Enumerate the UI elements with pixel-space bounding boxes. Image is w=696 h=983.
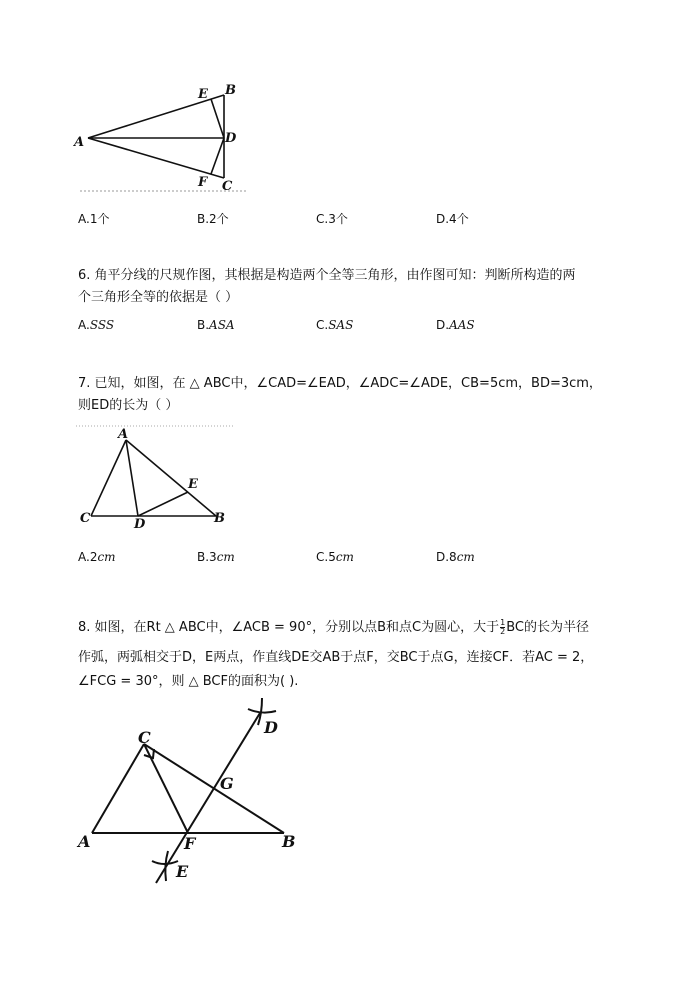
label-B: B bbox=[282, 832, 296, 851]
q6-option-c[interactable]: C.SAS bbox=[316, 318, 354, 332]
q6-option-a[interactable]: A.SSS bbox=[78, 318, 115, 332]
q8-text-line2: 作弧，两弧相交于D，E两点，作直线DE交AB于点F，交BC于点G，连接CF．若AC = 2， bbox=[78, 650, 594, 665]
label-C: C bbox=[222, 179, 233, 194]
q8-text-line3: ∠FCG = 30°，则 △ BCF的面积为( ). bbox=[78, 674, 299, 689]
q5-option-d[interactable]: D.4个 bbox=[436, 212, 469, 226]
label-B: B bbox=[225, 83, 236, 98]
q7-text-line2: 则ED的长为（ ） bbox=[78, 398, 179, 413]
label-C: C bbox=[138, 728, 151, 747]
q6-option-d[interactable]: D.AAS bbox=[436, 318, 475, 332]
q6-option-b[interactable]: B.ASA bbox=[197, 318, 235, 332]
label-D: D bbox=[134, 517, 146, 532]
figure-q5 bbox=[70, 78, 250, 198]
figure-q7 bbox=[74, 422, 244, 534]
label-E: E bbox=[198, 87, 208, 102]
label-E: E bbox=[188, 477, 198, 492]
label-D: D bbox=[264, 718, 278, 737]
figure-q8 bbox=[72, 695, 312, 895]
q7-text-line1: 7. 已知，如图，在 △ ABC中，∠CAD=∠EAD，∠ADC=∠ADE，CB=5cm，BD=3cm， bbox=[78, 376, 602, 391]
q5-option-b[interactable]: B.2个 bbox=[197, 212, 229, 226]
label-E: E bbox=[176, 862, 189, 881]
q7-option-b[interactable]: B.3cm bbox=[197, 550, 235, 564]
label-A: A bbox=[78, 832, 91, 851]
label-D: D bbox=[225, 131, 237, 146]
q7-option-a[interactable]: A.2cm bbox=[78, 550, 116, 564]
q7-option-c[interactable]: C.5cm bbox=[316, 550, 354, 564]
q7-option-d[interactable]: D.8cm bbox=[436, 550, 475, 564]
label-F: F bbox=[184, 834, 196, 853]
label-A: A bbox=[118, 427, 129, 442]
q8-text-line1: 8. 如图，在Rt △ ABC中，∠ACB = 90°，分别以点B和点C为圆心，大于 $\frac{1}{2}$ BC的长为半径 bbox=[78, 618, 589, 636]
label-F: F bbox=[198, 175, 208, 190]
label-G: G bbox=[220, 774, 234, 793]
label-C: C bbox=[80, 511, 91, 526]
label-A: A bbox=[74, 135, 85, 150]
label-B: B bbox=[214, 511, 225, 526]
q5-option-c[interactable]: C.3个 bbox=[316, 212, 348, 226]
q6-text-line2: 个三角形全等的依据是（ ） bbox=[78, 290, 239, 305]
q5-option-a[interactable]: A.1个 bbox=[78, 212, 110, 226]
fraction-one-half: $\frac{1}{2}$ bbox=[500, 618, 506, 636]
q6-text-line1: 6. 角平分线的尺规作图，其根据是构造两个全等三角形，由作图可知：判断所构造的两 bbox=[78, 268, 576, 283]
